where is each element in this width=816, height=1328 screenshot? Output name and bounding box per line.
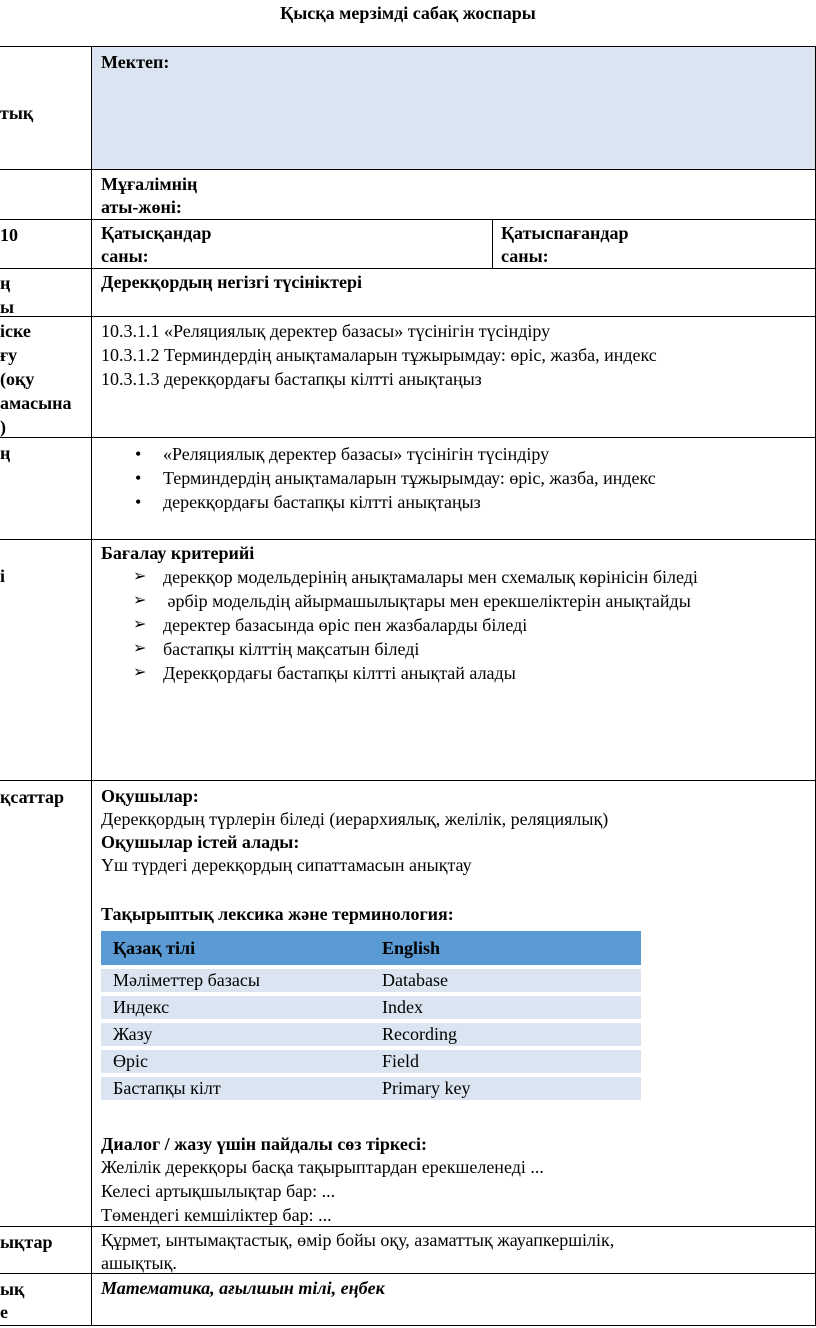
- bullet-icon: •: [135, 492, 142, 512]
- dialog-line: Төмендегі кемшіліктер бар: ...: [101, 1205, 332, 1225]
- bullet-icon: •: [135, 444, 142, 464]
- arrow-bullet-icon: ➢: [133, 592, 147, 609]
- table-header-cell: Қазақ тілі: [101, 931, 370, 965]
- teacher-label-line1: Мұғалімнің: [101, 174, 198, 194]
- dialog-line: Желілік дерекқоры басқа тақырыптардан ерекшеленеді ...: [101, 1157, 544, 1177]
- students-can-heading: Оқушылар істей алады:: [101, 832, 300, 852]
- table-border: [0, 316, 816, 317]
- table-cell: Recording: [370, 1023, 641, 1046]
- list-item: • «Реляциялық деректер базасы» түсінігін түсіндіру: [135, 444, 550, 464]
- table-cell: Индекс: [101, 996, 370, 1019]
- table-border: [0, 539, 816, 540]
- learning-objective: 10.3.1.2 Терминдердің анықтамаларын тұжырымдау: өріс, жазба, индекс: [101, 345, 657, 365]
- students-heading: Оқушылар:: [101, 786, 199, 806]
- left-label-fragment: ық: [0, 1279, 25, 1299]
- list-item: • дерекқордағы бастапқы кілтті анықтаңыз: [135, 492, 481, 512]
- cross-curricular-links: Математика, ағылшын тілі, еңбек: [101, 1278, 385, 1298]
- school-label: Мектеп:: [101, 52, 170, 72]
- arrow-bullet-icon: ➢: [133, 640, 147, 657]
- criteria-list: [101, 565, 815, 685]
- table-cell: Жазу: [101, 1023, 370, 1046]
- list-item: ➢ бастапқы кілттің мақсатын біледі: [133, 639, 420, 659]
- table-cell: Бастапқы кілт: [101, 1077, 370, 1100]
- table-cell: Primary key: [370, 1077, 641, 1100]
- absent-label-line1: Қатыспағандар: [501, 223, 629, 243]
- learning-objective: 10.3.1.1 «Реляциялық деректер базасы» түсінігін түсіндіру: [101, 321, 551, 341]
- table-cell: Field: [370, 1050, 641, 1073]
- school-cell-shade: [92, 47, 816, 169]
- table-border: [0, 268, 816, 269]
- left-label-fragment: ғу: [0, 345, 18, 365]
- dialog-heading: Диалог / жазу үшін пайдалы сөз тіркесі:: [101, 1134, 428, 1154]
- table-cell: Database: [370, 969, 641, 992]
- absent-label-line2: саны:: [501, 246, 549, 266]
- criteria-heading: Бағалау критерийі: [101, 543, 255, 563]
- teacher-label-line2: аты-жөні:: [101, 197, 182, 217]
- table-header-row: [101, 931, 641, 965]
- table-border: [0, 437, 816, 438]
- present-label-line1: Қатысқандар: [101, 223, 212, 243]
- values-text-line1: Құрмет, ынтымақтастық, өмір бойы оқу, азаматтық жауапкершілік,: [101, 1230, 615, 1250]
- table-row: [101, 996, 641, 1019]
- table-cell: Index: [370, 996, 641, 1019]
- table-border: [492, 219, 493, 268]
- dialog-line: Келесі артықшылықтар бар: ...: [101, 1181, 336, 1201]
- left-label-fragment: е: [0, 1302, 8, 1322]
- table-row: [101, 1050, 641, 1073]
- left-label-fragment: і: [0, 566, 6, 586]
- list-item: ➢ әрбір модельдің айырмашылықтары мен ерекшеліктерін анықтайды: [133, 591, 691, 611]
- table-row: [101, 969, 641, 992]
- document-title: Қысқа мерзімді сабақ жоспары: [280, 3, 536, 23]
- learning-objectives: [101, 319, 657, 391]
- table-border: [0, 46, 816, 47]
- table-border: [0, 780, 816, 781]
- present-label-line2: саны:: [101, 246, 149, 266]
- table-header-cell: English: [370, 931, 641, 965]
- left-label-fragment: 10: [0, 225, 18, 245]
- list-item: ➢ дерекқор модельдерінің анықтамалары мен схемалық көрінісін біледі: [133, 567, 698, 587]
- students-can-text: Үш түрдегі дерекқордың сипаттамасын анықтау: [101, 855, 472, 875]
- table-border: [0, 169, 816, 170]
- list-item: ➢ деректер базасында өріс пен жазбаларды біледі: [133, 615, 528, 635]
- table-cell: Өріс: [101, 1050, 370, 1073]
- table-border: [0, 1226, 816, 1227]
- left-label-fragment: ң: [0, 273, 11, 293]
- left-label-fragment: тық: [0, 103, 34, 123]
- students-text: Дерекқордың түрлерін біледі (иерархиялық, желілік, реляциялық): [101, 809, 609, 829]
- left-label-fragment: ықтар: [0, 1232, 53, 1252]
- table-border: [91, 46, 92, 1326]
- left-label-fragment: іске: [0, 321, 31, 341]
- table-border: [0, 219, 816, 220]
- vocab-table: [101, 927, 641, 1104]
- table-row: [101, 1023, 641, 1046]
- left-label-fragment: ы: [0, 297, 15, 317]
- arrow-bullet-icon: ➢: [133, 664, 147, 681]
- left-label-fragment: амасына: [0, 393, 72, 413]
- left-label-fragment: (оқу: [0, 369, 35, 389]
- bullet-icon: •: [135, 468, 142, 488]
- table-cell: Мәліметтер базасы: [101, 969, 370, 992]
- arrow-bullet-icon: ➢: [133, 568, 147, 585]
- table-row: [101, 1077, 641, 1100]
- left-label-fragment: ң: [0, 443, 11, 463]
- table-border: [0, 1325, 816, 1326]
- list-item: • Терминдердің анықтамаларын тұжырымдау: өріс, жазба, индекс: [135, 468, 656, 488]
- vocab-heading: Тақырыптық лексика және терминология:: [101, 904, 454, 924]
- arrow-bullet-icon: ➢: [133, 616, 147, 633]
- left-label-fragment: ): [0, 417, 6, 437]
- learning-objective: 10.3.1.3 дерекқордағы бастапқы кілтті анықтаңыз: [101, 369, 482, 389]
- lesson-topic: Дерекқордың негізгі түсініктері: [101, 272, 362, 292]
- values-text-line2: ашықтық.: [101, 1253, 177, 1273]
- list-item: ➢ Дерекқордағы бастапқы кілтті анықтай алады: [133, 663, 516, 683]
- lesson-objectives: [101, 442, 801, 514]
- left-label-fragment: қсаттар: [0, 787, 65, 807]
